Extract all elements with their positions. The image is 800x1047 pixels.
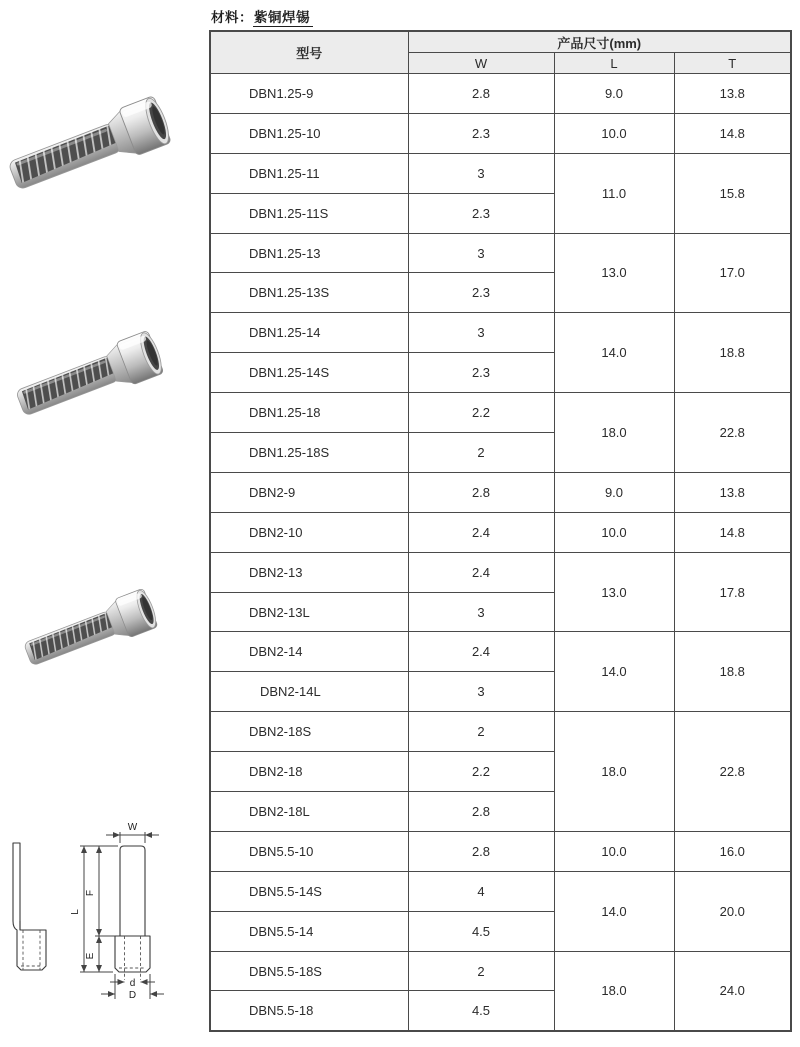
terminal-product-photo-3 — [20, 577, 162, 684]
t-cell: 22.8 — [674, 393, 791, 473]
model-cell: DBN1.25-11S — [210, 193, 408, 233]
t-cell: 16.0 — [674, 831, 791, 871]
w-cell: 2 — [408, 951, 554, 991]
w-cell: 2.8 — [408, 792, 554, 832]
table-row — [210, 831, 791, 871]
w-cell: 2 — [408, 712, 554, 752]
header-model: 型号 — [210, 31, 408, 74]
l-cell: 10.0 — [554, 831, 674, 871]
w-cell: 4.5 — [408, 991, 554, 1031]
dim-f — [85, 846, 115, 936]
t-cell: 15.8 — [674, 153, 791, 233]
t-cell: 18.8 — [674, 313, 791, 393]
t-cell: 14.8 — [674, 512, 791, 552]
model-cell: DBN5.5-10 — [210, 831, 408, 871]
side-view — [13, 843, 46, 970]
t-cell: 13.8 — [674, 74, 791, 114]
w-cell: 2 — [408, 433, 554, 473]
model-cell: DBN2-18L — [210, 792, 408, 832]
w-cell: 3 — [408, 233, 554, 273]
model-cell: DBN2-13 — [210, 552, 408, 592]
model-cell: DBN2-10 — [210, 512, 408, 552]
model-cell: DBN1.25-14S — [210, 353, 408, 393]
l-cell: 18.0 — [554, 393, 674, 473]
l-cell: 11.0 — [554, 153, 674, 233]
model-cell: DBN1.25-11 — [210, 153, 408, 193]
dim-label-f: F — [85, 889, 96, 897]
l-cell: 10.0 — [554, 113, 674, 153]
dim-label-d-outer: D — [128, 990, 137, 1001]
spec-table — [209, 30, 792, 1032]
l-cell: 10.0 — [554, 512, 674, 552]
dim-d-inner — [110, 978, 155, 989]
w-cell: 2.4 — [408, 512, 554, 552]
t-cell: 13.8 — [674, 472, 791, 512]
l-cell: 18.0 — [554, 951, 674, 1031]
w-cell: 2.2 — [408, 752, 554, 792]
table-row — [210, 74, 791, 114]
table-row — [210, 512, 791, 552]
table-row — [210, 712, 791, 752]
w-cell: 2.3 — [408, 353, 554, 393]
w-cell: 4.5 — [408, 911, 554, 951]
w-cell: 2.2 — [408, 393, 554, 433]
dim-label-e: E — [85, 952, 96, 960]
t-cell: 18.8 — [674, 632, 791, 712]
terminal-product-photo-1 — [4, 82, 176, 212]
table-row — [210, 313, 791, 353]
table-row — [210, 951, 791, 991]
t-cell: 17.8 — [674, 552, 791, 632]
model-cell: DBN1.25-10 — [210, 113, 408, 153]
terminal-product-photo-2 — [12, 318, 168, 436]
model-cell: DBN2-14 — [210, 632, 408, 672]
model-cell: DBN2-9 — [210, 472, 408, 512]
w-cell: 2.8 — [408, 74, 554, 114]
dimension-drawing — [2, 820, 174, 1015]
material-title — [211, 6, 313, 26]
t-cell: 22.8 — [674, 712, 791, 832]
w-cell: 2.4 — [408, 552, 554, 592]
front-view — [115, 846, 150, 980]
spec-table-body — [210, 74, 791, 1031]
table-row — [210, 153, 791, 193]
model-cell: DBN1.25-13 — [210, 233, 408, 273]
w-cell: 2.8 — [408, 831, 554, 871]
model-cell: DBN1.25-18S — [210, 433, 408, 473]
w-cell: 3 — [408, 592, 554, 632]
model-cell: DBN5.5-18S — [210, 951, 408, 991]
model-cell: DBN1.25-9 — [210, 74, 408, 114]
model-cell: DBN2-18 — [210, 752, 408, 792]
w-cell: 2.3 — [408, 193, 554, 233]
header-t: T — [674, 53, 791, 74]
w-cell: 2.3 — [408, 273, 554, 313]
w-cell: 2.3 — [408, 113, 554, 153]
dim-w — [106, 822, 159, 843]
w-cell: 3 — [408, 672, 554, 712]
l-cell: 14.0 — [554, 871, 674, 951]
table-row — [210, 393, 791, 433]
l-cell: 9.0 — [554, 472, 674, 512]
t-cell: 20.0 — [674, 871, 791, 951]
dim-label-w: W — [127, 822, 138, 833]
spec-table-header — [210, 31, 791, 74]
table-row — [210, 233, 791, 273]
dim-e — [85, 936, 99, 972]
header-dims-group: 产品尺寸(mm) — [408, 31, 791, 53]
dim-label-l: L — [70, 909, 81, 915]
model-cell: DBN5.5-14 — [210, 911, 408, 951]
t-cell: 17.0 — [674, 233, 791, 313]
l-cell: 14.0 — [554, 313, 674, 393]
table-row — [210, 552, 791, 592]
model-cell: DBN2-14L — [210, 672, 408, 712]
model-cell: DBN5.5-18 — [210, 991, 408, 1031]
table-row — [210, 632, 791, 672]
w-cell: 4 — [408, 871, 554, 911]
table-row — [210, 871, 791, 911]
l-cell: 9.0 — [554, 74, 674, 114]
header-w: W — [408, 53, 554, 74]
l-cell: 18.0 — [554, 712, 674, 832]
model-cell: DBN2-18S — [210, 712, 408, 752]
w-cell: 3 — [408, 313, 554, 353]
model-cell: DBN1.25-18 — [210, 393, 408, 433]
material-value: 紫铜焊锡 — [253, 10, 313, 27]
model-cell: DBN1.25-14 — [210, 313, 408, 353]
header-l: L — [554, 53, 674, 74]
w-cell: 3 — [408, 153, 554, 193]
w-cell: 2.4 — [408, 632, 554, 672]
model-cell: DBN2-13L — [210, 592, 408, 632]
t-cell: 24.0 — [674, 951, 791, 1031]
dim-label-d-inner: d — [129, 978, 136, 989]
t-cell: 14.8 — [674, 113, 791, 153]
model-cell: DBN1.25-13S — [210, 273, 408, 313]
table-row — [210, 472, 791, 512]
l-cell: 13.0 — [554, 552, 674, 632]
l-cell: 14.0 — [554, 632, 674, 712]
model-cell: DBN5.5-14S — [210, 871, 408, 911]
table-row — [210, 113, 791, 153]
material-label: 材料： — [211, 10, 253, 25]
l-cell: 13.0 — [554, 233, 674, 313]
w-cell: 2.8 — [408, 472, 554, 512]
